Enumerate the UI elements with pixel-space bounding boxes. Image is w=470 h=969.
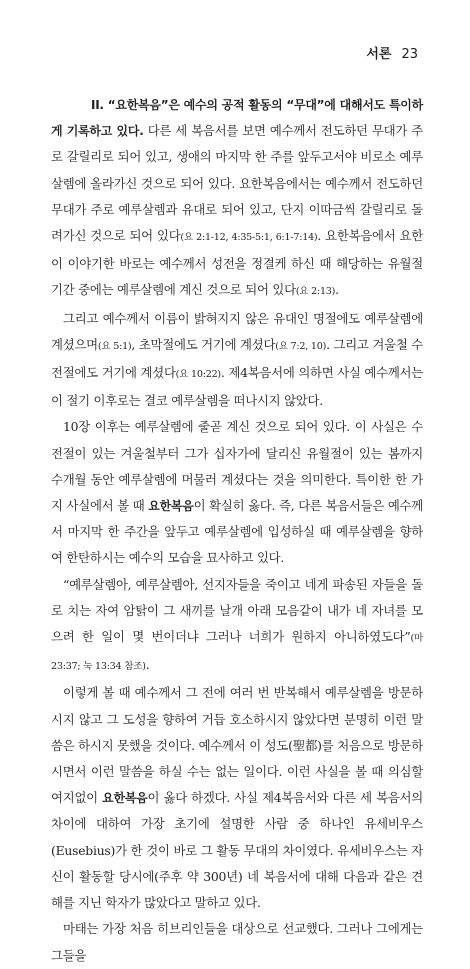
text-run: 이 옳다 하겠다. 사실 제4복음서와 다른 세 복음서의 차이에 대하여 가장 초기에 설명한 사람 중 하나인 유세비우스(Eusebius)가 한 것이 바로 그 활동 무대의 차이였다. 유세비우스는 자신이 활동할 당시에(주후 약 300년) 네 복음서에 대해 다음과 같은 견해를 지닌 학자가 많았다고 말하고 있다. bbox=[51, 790, 423, 911]
text-run: 이렇게 볼 때 예수께서 그 전에 여러 번 반복해서 예루살렘을 방문하시지 않고 그 도성을 향하여 거듭 호소하시지 않았다면 분명히 이런 말씀은 하시지 못했을 것이다. 예수께서 이 성도(聖都)를 처음으로 방문하시면서 이런 말씀을 하실 수는 없는 일이다. 이런 사실을 볼 때 의심할 여지없이 bbox=[51, 685, 423, 806]
emphasis-text: 요한복음 bbox=[148, 499, 194, 514]
text-run: , 초막절에도 거기에 계셨다 bbox=[131, 336, 276, 352]
text-run: . bbox=[335, 282, 339, 298]
scripture-reference: (요 5:1) bbox=[97, 340, 132, 352]
scripture-reference: (요 7:2, 10) bbox=[275, 340, 327, 352]
paragraph bbox=[51, 572, 423, 681]
paragraph bbox=[51, 680, 423, 916]
scripture-reference: (요 2:1-12, 4:35-5:1, 6:1-7:14) bbox=[180, 232, 318, 244]
text-run: . 요한복음에서 요한이 이야기한 바로는 예수께서 성전을 정결케 하신 때 해당하는 유월절 기간 중에는 예루살렘에 계신 것으로 되어 있다 bbox=[51, 228, 424, 298]
paragraph bbox=[51, 916, 423, 968]
text-run: 다른 세 복음서를 보면 예수께서 전도하던 무대가 주로 갈릴리로 되어 있고, 생애의 마지막 한 주를 앞두고서야 비로소 예루살렘에 올라가신 것으로 되어 있다. 요한복음에서는 예수께서 전도하던 무대가 주로 예루살렘과 유대로 되어 있고, 단지 이따금씩 갈릴리로 돌려가신 것으로 되어 있다 bbox=[51, 123, 423, 244]
text-run: 10장 이후는 예루살렘에 줄곧 계신 것으로 되어 있다. 이 사실은 수전절이 있는 겨울철부터 그가 십자가에 달리신 유월절이 있는 봄까지 수개월 동안 예루살렘에 머물러 계셨다는 것을 의미한다. 특이한 한 가지 사실에서 볼 때 bbox=[51, 419, 423, 514]
text-run: . 제4복음서에 의하면 사실 예수께서는 이 절기 이후로는 결코 예루살렘을 떠나시지 않았다. bbox=[51, 365, 423, 409]
paragraph bbox=[51, 414, 423, 571]
scripture-reference: (마 23:37; 눅 13:34 참조) bbox=[51, 633, 423, 673]
body-text bbox=[51, 92, 423, 969]
text-run: . bbox=[145, 657, 150, 673]
text-run: 그리고 예수께서 이름이 밝혀지지 않은 유대인 명절에도 예루살렘에 계셨으며 bbox=[51, 310, 423, 352]
emphasis-text: 요한복음 bbox=[102, 791, 148, 806]
page-number: 23 bbox=[401, 47, 418, 62]
text-run: “예루살렘아, 예루살렘아, 선지자들을 죽이고 네게 파송된 자들을 돌로 치는 자여 암탉이 그 새끼를 날개 아래 모음같이 내가 네 자녀를 모으려 한 일이 몇 번이더냐 그러나 너희가 원하지 아니하였도다” bbox=[51, 576, 423, 645]
text-run: . 그리고 겨울철 수전절에도 거기에 계셨다 bbox=[51, 336, 423, 381]
running-header bbox=[366, 43, 418, 62]
emphasis-text: II. “요한복음”은 예수의 공적 활동의 “무대”에 대해서도 특이하게 기록하고 있다. bbox=[51, 98, 423, 139]
text-run: 이 확실히 옳다. 즉, 다른 복음서들은 예수께서 마지막 한 주간을 앞두고 예루살렘에 입성하실 때 예루살렘을 향하여 한탄하시는 예수의 모습을 묘사하고 있다. bbox=[51, 498, 423, 566]
scripture-reference: (요 2:13) bbox=[295, 286, 336, 298]
paragraph bbox=[51, 306, 423, 415]
section-title: 서론 bbox=[366, 47, 392, 62]
paragraph bbox=[51, 92, 423, 306]
scripture-reference: (요 10:22) bbox=[175, 369, 221, 381]
text-run: 마태는 가장 처음 히브리인들을 대상으로 선교했다. 그러나 그에게는 그들을 bbox=[51, 921, 423, 963]
